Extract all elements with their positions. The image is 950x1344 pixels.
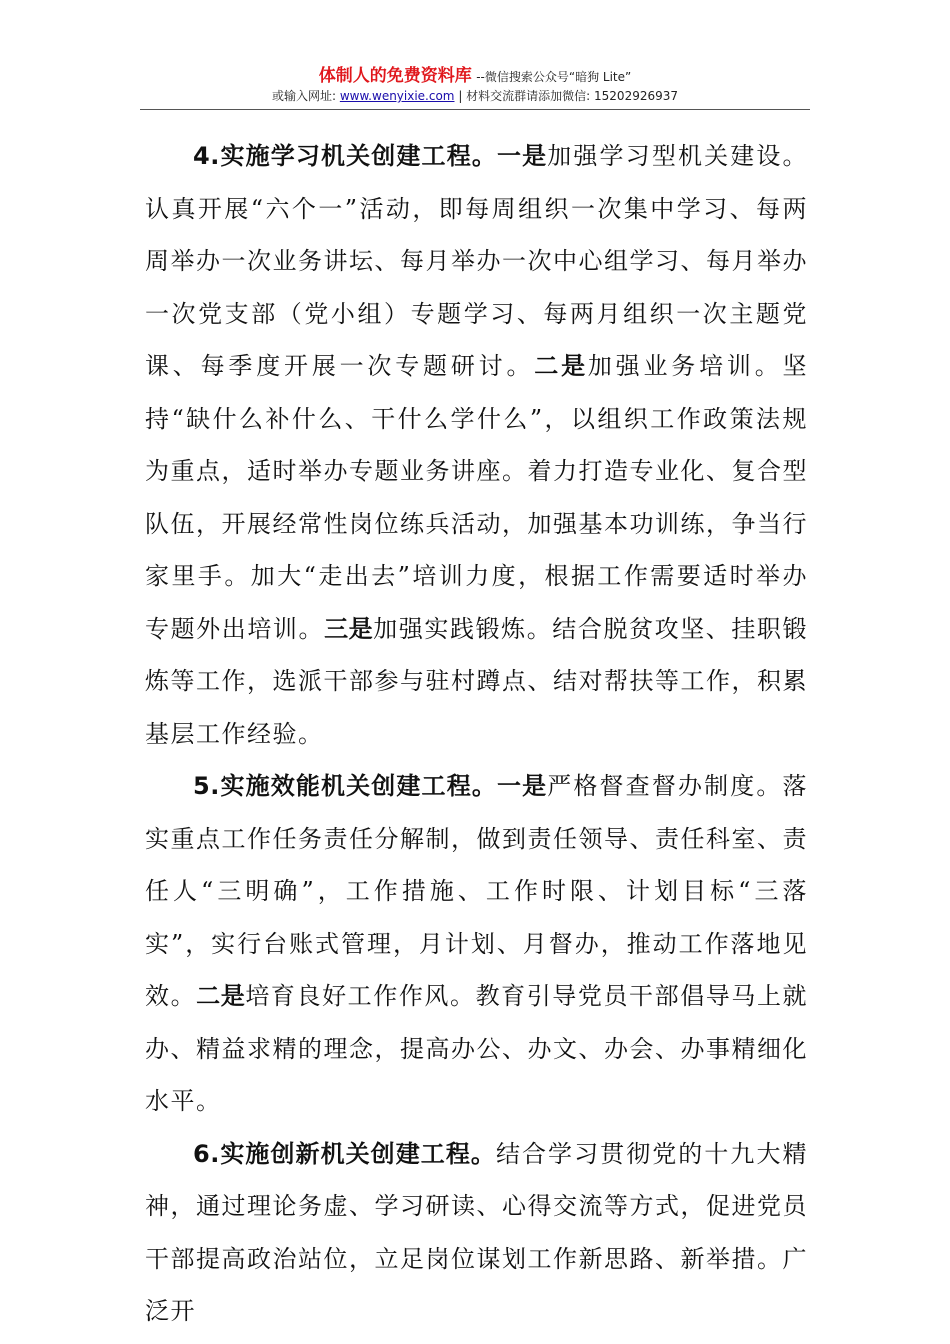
section-4-text-3: 加强实践锻炼。结合脱贫攻坚、挂职锻炼等工作，选派干部参与驻村蹲点、结对帮扶等工作，积累基层工作经验。 (145, 614, 809, 748)
section-5-text-1: 严格督查督办制度。落实重点工作任务责任分解制，做到责任领导、责任科室、责任人“三明确”，工作措施、工作时限、计划目标“三落实”，实行台账式管理，月计划、月督办，推动工作落地见效。 (145, 772, 809, 1010)
url-prefix: 或输入网址: (271, 89, 340, 103)
header-tagline: --微信搜索公众号“暗狗 Lite” (476, 70, 632, 84)
paragraph-section-6 (145, 1128, 808, 1338)
website-link[interactable]: www.wenyixie.com (339, 89, 455, 103)
brand-title: 体制人的免费资料库 (318, 66, 472, 86)
header-divider (140, 109, 810, 110)
section-4-title: 4.实施学习机关创建工程。 (193, 142, 497, 170)
section-4-text-1: 加强学习型机关建设。认真开展“六个一”活动，即每周组织一次集中学习、每两周举办一次业务讲坛、每月举办一次中心组学习、每月举办一次党支部（党小组）专题学习、每两月组织一次主题党课、每季度开展一次专题研讨。 (145, 142, 809, 380)
section-5-text-2: 培育良好工作作风。教育引导党员干部倡导马上就办、精益求精的理念，提高办公、办文、办会、办事精细化水平。 (145, 982, 809, 1115)
page-header (140, 66, 810, 105)
paragraph-section-5 (145, 760, 808, 1128)
paragraph-section-4 (145, 130, 808, 760)
section-5-lead-1: 一是 (496, 772, 548, 800)
contact-info: | 材料交流群请添加微信: 15202926937 (454, 89, 679, 103)
section-4-lead-2: 二是 (534, 352, 588, 380)
section-5-lead-2: 二是 (196, 982, 246, 1010)
header-contact-line (140, 87, 810, 105)
section-6-title: 6.实施创新机关创建工程。 (193, 1139, 496, 1168)
header-brand-line (140, 66, 810, 87)
section-4-lead-1: 一是 (496, 142, 548, 170)
section-6-text-1: 结合学习贯彻党的十九大精神，通过理论务虚、学习研读、心得交流等方式，促进党员干部提高政治站位，立足岗位谋划工作新思路、新举措。广泛开 (145, 1139, 808, 1325)
section-4-text-2: 加强业务培训。坚持“缺什么补什么、干什么学什么”，以组织工作政策法规为重点，适时举办专题业务讲座。着力打造专业化、复合型队伍，开展经常性岗位练兵活动，加强基本功训练，争当行家里手。加大“走出去”培训力度，根据工作需要适时举办专题外出培训。 (145, 352, 809, 643)
document-body (145, 130, 808, 1338)
section-5-title: 5.实施效能机关创建工程。 (193, 772, 497, 800)
section-4-lead-3: 三是 (324, 614, 374, 643)
